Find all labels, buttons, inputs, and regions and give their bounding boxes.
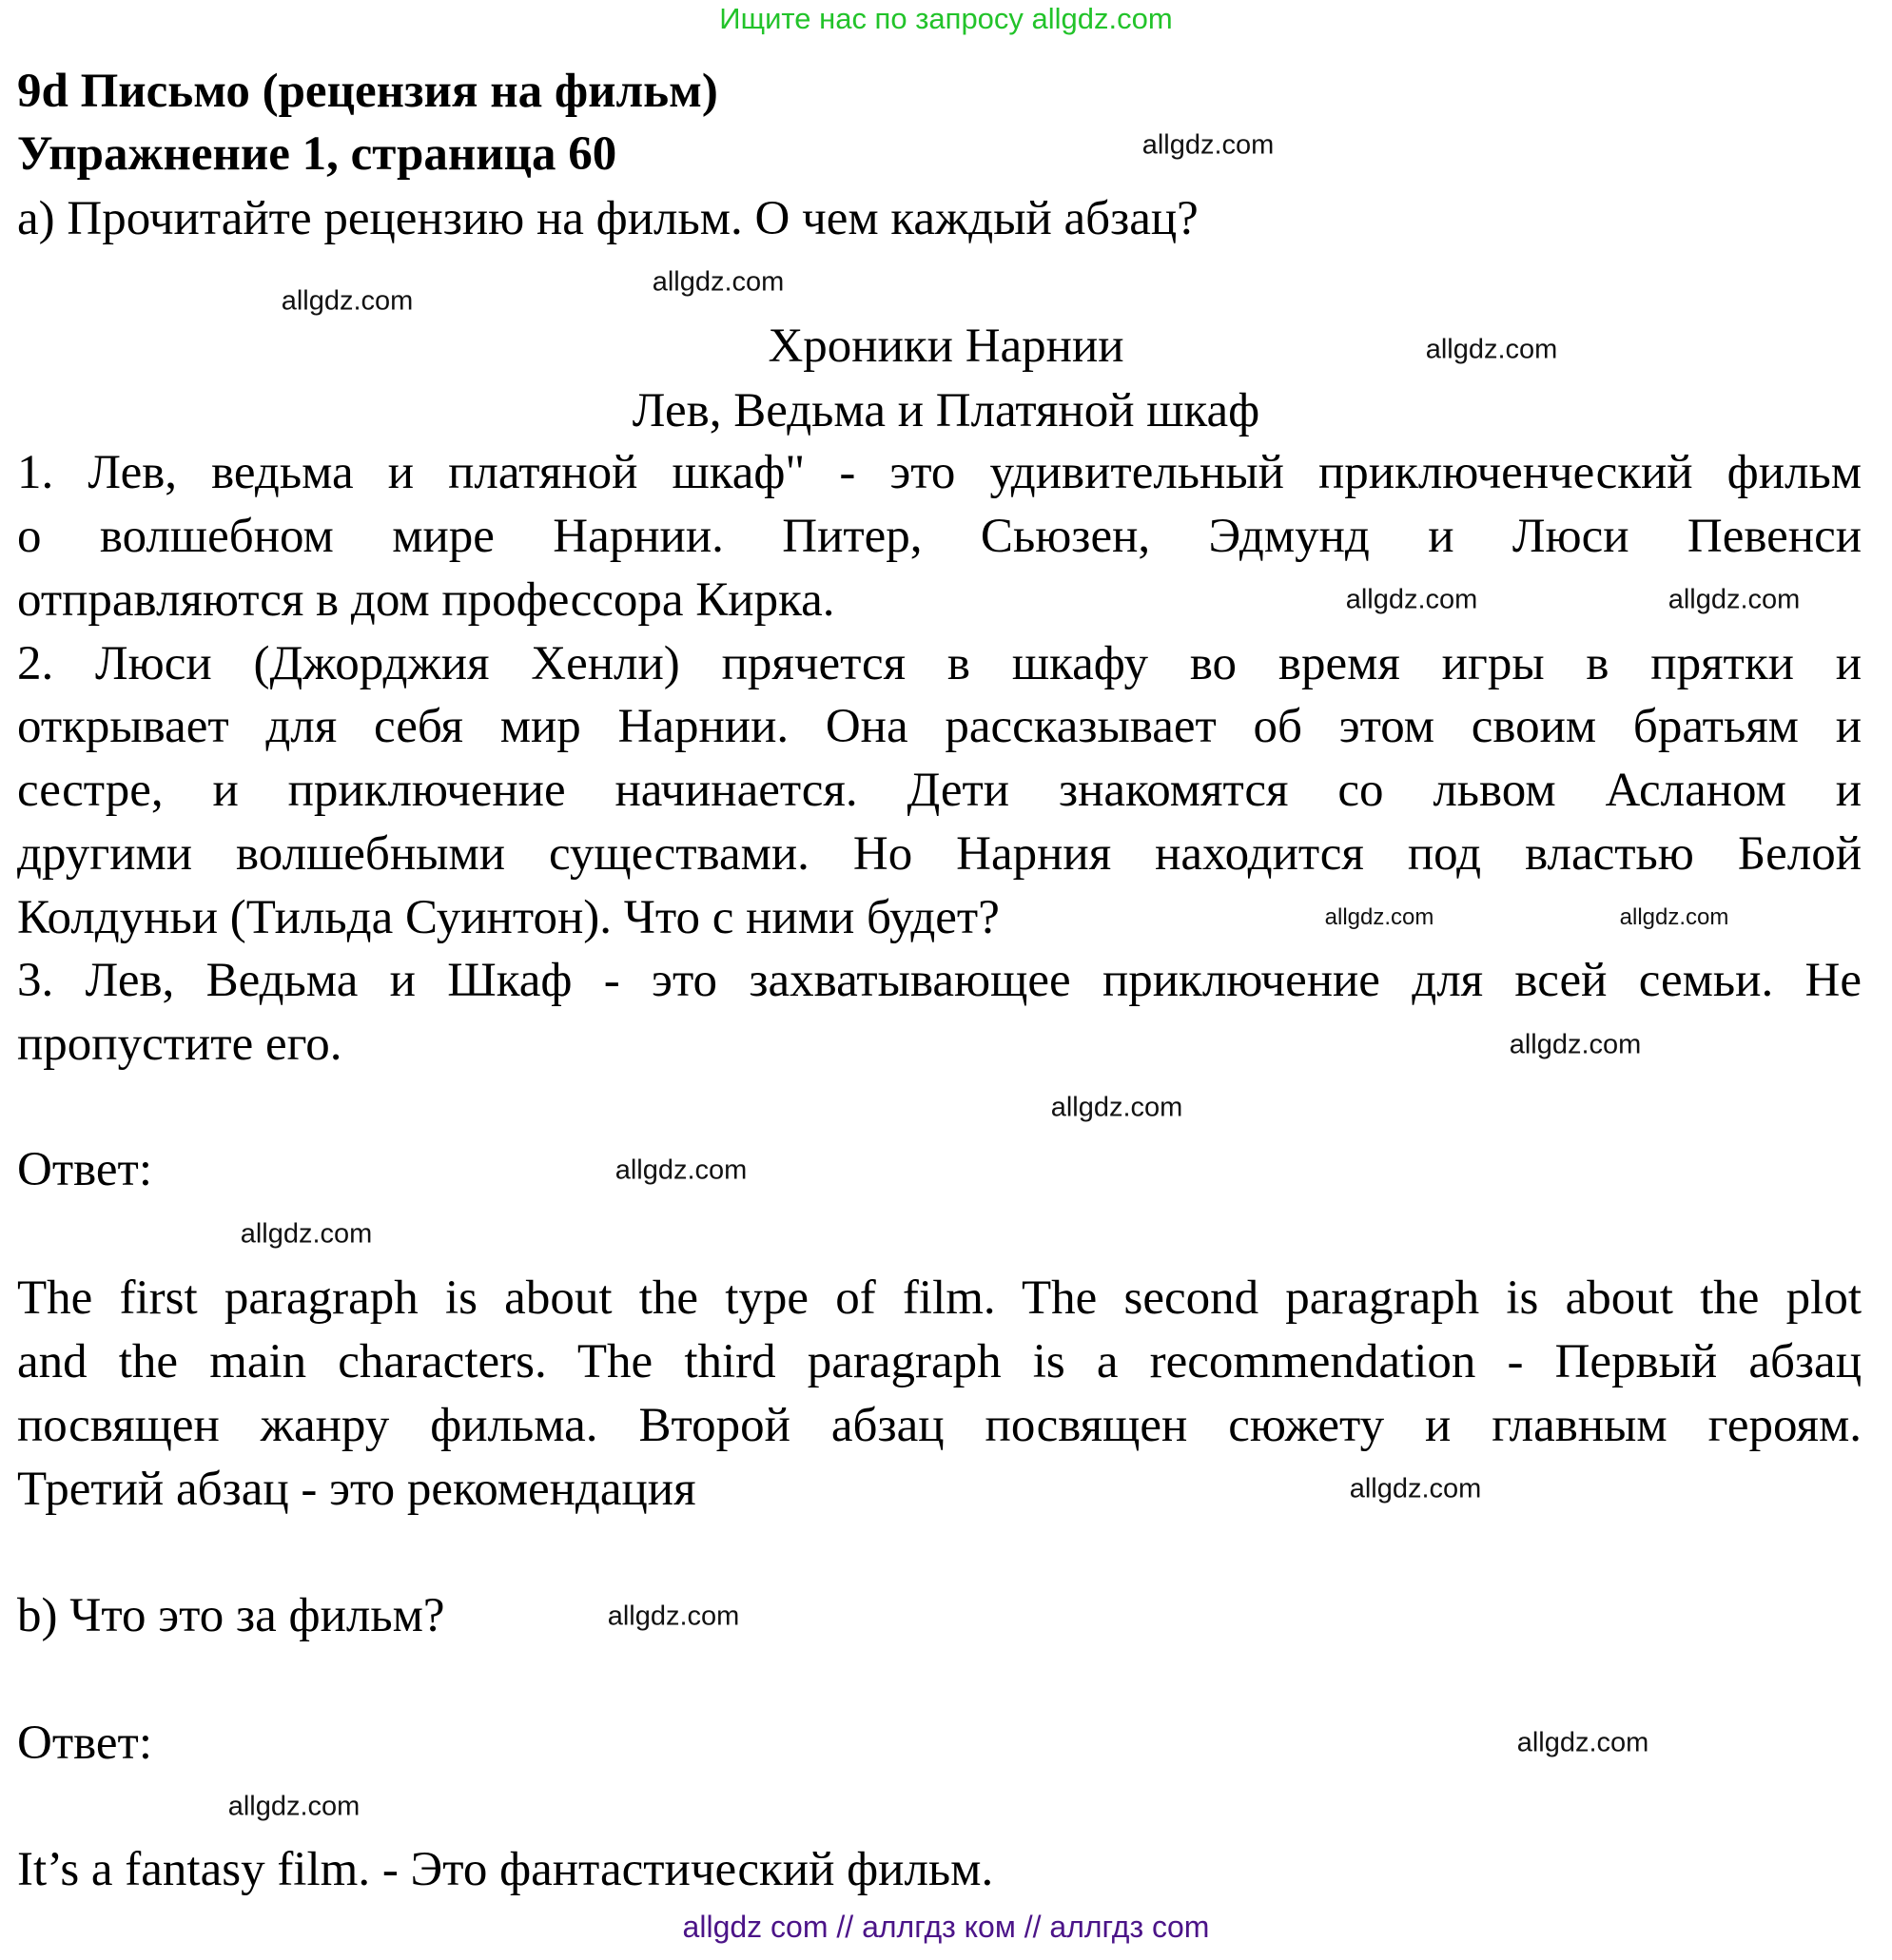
answer-a-line: посвящен жанру фильма. Второй абзац посвящен сюжету и главным героям. [17,1399,1862,1452]
search-banner: Ищите нас по запросу allgdz.com [719,2,1173,35]
answer-a-line: The first paragraph is about the type of film. The second paragraph is about the plot [17,1271,1862,1325]
review-line: о волшебном мире Нарнии. Питер, Сьюзен, Эдмунд и Люси Певенси [17,510,1862,563]
watermark: allgdz.com [1425,334,1558,365]
review-line: 3. Лев, Ведьма и Шкаф - это захватывающее приключение для всей семьи. Не [17,954,1862,1007]
watermark: allgdz.com [1349,1473,1482,1504]
review-line: сестре, и приключение начинается. Дети знакомятся со львом Асланом и [17,764,1862,817]
answer-label-b: Ответ: [17,1717,152,1770]
answer-label-a: Ответ: [17,1143,152,1196]
review-line: отправляются в дом профессора Кирка. [17,573,835,627]
watermark: allgdz.com [1345,584,1478,615]
task-b: b) Что это за фильм? [17,1589,445,1642]
review-line: Колдуньи (Тильда Суинтон). Что с ними будет? [17,891,1000,944]
answer-a-line: and the main characters. The third paragraph is a recommendation - Первый абзац [17,1335,1862,1388]
watermark: allgdz.com [1324,904,1434,930]
answer-a-line: Третий абзац - это рекомендация [17,1463,696,1516]
watermark: allgdz.com [1050,1092,1183,1123]
answer-b: It’s a fantasy film. - Это фантастический фильм. [17,1843,994,1896]
watermark: allgdz.com [1668,584,1801,615]
watermark: allgdz.com [1509,1029,1642,1060]
footer-banner: allgdz com // аллгдз ком // аллгдз com [682,1910,1210,1944]
watermark: allgdz.com [1619,904,1729,930]
task-a: a) Прочитайте рецензию на фильм. О чем каждый абзац? [17,192,1199,245]
watermark: allgdz.com [1141,129,1275,161]
review-line: 2. Люси (Джорджия Хенли) прячется в шкафу во время игры в прятки и [17,637,1862,690]
review-line: другими волшебными существами. Но Нарния находится под властью Белой [17,827,1862,881]
section-title: 9d Письмо (рецензия на фильм) [17,65,718,118]
watermark: allgdz.com [240,1218,373,1250]
review-title: Хроники Нарнии [768,320,1124,373]
review-line: 1. Лев, ведьма и платяной шкаф" - это удивительный приключенческий фильм [17,446,1862,499]
review-line: открывает для себя мир Нарнии. Она рассказывает об этом своим братьям и [17,700,1862,753]
watermark: allgdz.com [227,1791,361,1822]
watermark: allgdz.com [1516,1727,1649,1758]
review-line: пропустите его. [17,1018,342,1071]
watermark: allgdz.com [281,285,414,317]
watermark: allgdz.com [652,266,785,298]
watermark: allgdz.com [607,1601,740,1632]
exercise-title: Упражнение 1, страница 60 [17,127,617,181]
watermark: allgdz.com [614,1155,748,1186]
review-subtitle: Лев, Ведьма и Платяной шкаф [632,384,1260,437]
